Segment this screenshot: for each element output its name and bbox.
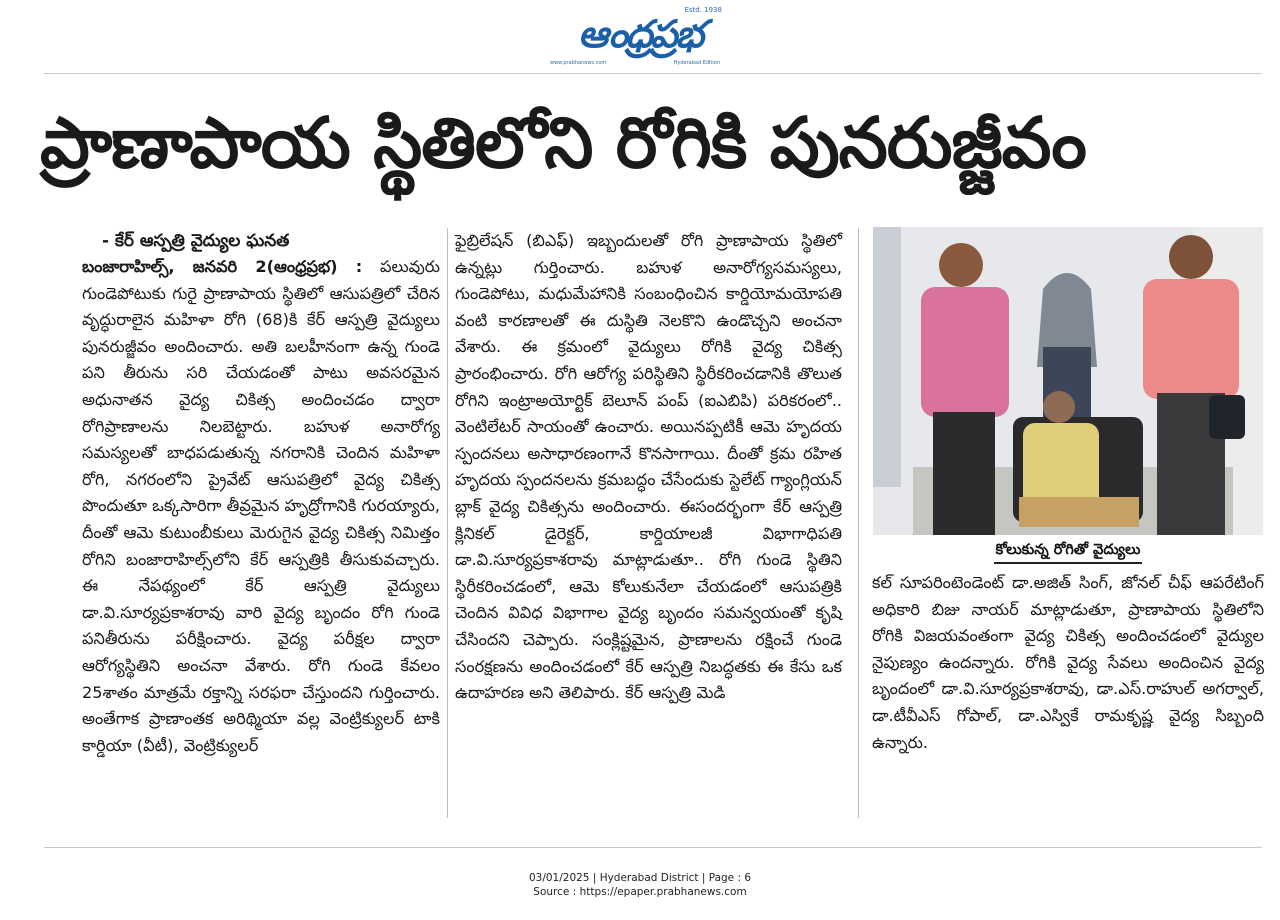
top-divider	[44, 73, 1262, 74]
photo-illustration	[873, 227, 1263, 535]
logo-established: Estd. 1938	[684, 6, 722, 14]
article-column-3	[872, 570, 1264, 756]
article-headline: ప్రాణాపాయ స్థితిలోని రోగికి పునరుజ్జీవం	[40, 102, 1086, 184]
article-subheadline: - కేర్ ఆస్పత్రి వైద్యుల ఘనత	[102, 231, 290, 251]
logo-website: www.prabhanews.com	[550, 60, 607, 66]
column-divider	[447, 228, 448, 818]
column-1-text: పలువురు గుండెపోటుకు గురై ప్రాణాపాయ స్థితిలో ఆసుపత్రిలో చేరిన వృద్ధురాలైన మహిళా రోగి (68)కి కేర్ ఆస్పత్రి వైద్యులు పునరుజ్జీవం అందించారు. అతి బలహీనంగా ఉన్న గుండె పని తీరును సరి చేయడంతో పాటు అవసరమైన అధునాతన వైద్య చికిత్స అందించడం ద్వారా రోగిప్రాణాలను నిలబెట్టారు. బహుళ అనారోగ్య సమస్యలతో బాధపడుతున్న నగరానికి చెందిన మహిళా రోగి, నగరంలోని ప్రైవేట్ ఆసుపత్రిలో వైద్య చికిత్స పొందుతూ ఒక్కసారిగా తీవ్రమైన హృద్రోగానికి గురయ్యారు, దీంతో ఆమె కుటుంబీకులు మెరుగైన వైద్య చికిత్స నిమిత్తం రోగిని బంజారాహిల్స్‌లోని కేర్ ఆస్పత్రికి తీసుకువచ్చారు. ఈ నేపథ్యంలో కేర్ ఆస్పత్రి వైద్యులు డా.వి.సూర్యప్రకాశరావు వారి వైద్య బృందం రోగి గుండె పనితీరును పరీక్షించారు. వైద్య పరీక్షల ద్వారా ఆరోగ్యస్థితిని అంచనా వేశారు. రోగి గుండె కేవలం 25శాతం మాత్రమే రక్తాన్ని సరఫరా చేస్తుందని గుర్తించారు. అంతేగాక ప్రాణాంతక అరిథ్మియా వల్ల వెంట్రిక్యులర్ టాకి కార్డియా (వీటీ), వెంట్రిక్యులర్	[82, 257, 440, 755]
masthead	[0, 6, 1280, 64]
doctors-with-patient-photo[interactable]	[873, 227, 1263, 535]
photo-caption	[873, 542, 1263, 564]
column-2-text: ఫైబ్రిలేషన్ (బిఎఫ్) ఇబ్బందులతో రోగి ప్రాణాపాయ స్థితిలో ఉన్నట్లు గుర్తించారు. బహుళ అనారోగ్యసమస్యలు, గుండెపోటు, మధుమేహానికి సంబంధించిన కార్డియోమయోపతి వంటి కారణాలతో ఈ దుస్థితి నెలకొని ఉండొచ్చని అంచనా వేశారు. ఈ క్రమంలో వైద్యులు రోగికి వైద్య చికిత్స ప్రారంభించారు. రోగి ఆరోగ్య పరిస్థితిని స్థిరీకరించడానికి తొలుత రోగిని ఇంట్రాఅయోర్టిక్ బెలూన్ పంప్ (ఐఎబిపి) పరికరంలో.. వెంటిలేటర్ సాయంతో ఉంచారు. అయినప్పటికీ ఆమె హృదయ స్పందనలు అసాధారణంగానే కొనసాగాయి. దీంతో క్రమ రహిత హృదయ స్పందనలను క్రమబద్ధం చేసేందుకు స్టెలేట్ గ్యాంగ్లియన్ బ్లాక్ వైద్య చికిత్సను అందించారు. ఈసందర్భంగా కేర్ ఆస్పత్రి క్లినికల్ డైరెక్టర్, కార్డియాలజీ విభాగాధిపతి డా.వి.సూర్యప్రకాశరావు మాట్లాడుతూ.. రోగి గుండె స్థితిని స్థిరీకరించడంలో, ఆమె కోలుకునేలా చేయడంలో ఆసుపత్రికి చెందిన వివిధ విభాగాల వైద్య బృందం సమన్వయంతో కృషి చేసిందని చెప్పారు. సంక్లిష్టమైన, ప్రాణాలను రక్షించే గుండె సంరక్షణను అందించడంలో కేర్ ఆస్పత్రి నిబద్ధతకు ఈ కేసు ఒక ఉదాహరణ అని తెలిపారు. కేర్ ఆస్పత్రి మెడి	[455, 231, 842, 703]
article-paragraph	[82, 254, 440, 759]
footer-date-page: 03/01/2025 | Hyderabad District | Page : 6	[528, 872, 752, 884]
bottom-divider	[44, 847, 1262, 848]
footer-source: Source : https://epaper.prabhanews.com	[533, 886, 747, 898]
article-column-2	[455, 228, 842, 707]
page-footer	[0, 871, 1280, 899]
column-divider	[858, 228, 859, 818]
logo-edition: Hyderabad Edition	[673, 60, 720, 66]
article-dateline: బంజారాహిల్స్, జనవరి 2(ఆంధ్రప్రభ) :	[82, 257, 363, 276]
column-3-text: కల్ సూపరింటెండెంట్ డా.అజిత్ సింగ్, జోనల్ చీఫ్ ఆపరేటింగ్ అధికారి బిజు నాయర్ మాట్లాడుతూ, ప్రాణాపాయ స్థితిలోని రోగికి విజయవంతంగా వైద్య చికిత్స అందించడంలో వైద్యుల నైపుణ్యం ఉందన్నారు. రోగికి వైద్య సేవలు అందించిన వైద్య బృందంలో డా.వి.సూర్యప్రకాశరావు, డా.ఎస్.రాహుల్ అగర్వాల్, డా.టీవీఎస్ గోపాల్, డా.ఎస్వికే రామకృష్ణ వైద్య సిబ్బంది ఉన్నారు.	[872, 573, 1264, 752]
logo-wordmark: ఆంధ్రప్రభ	[578, 11, 702, 56]
photo-caption-text: కోలుకున్న రోగితో వైద్యులు	[994, 542, 1143, 564]
article-column-1	[82, 228, 440, 759]
newspaper-logo[interactable]	[540, 6, 740, 66]
